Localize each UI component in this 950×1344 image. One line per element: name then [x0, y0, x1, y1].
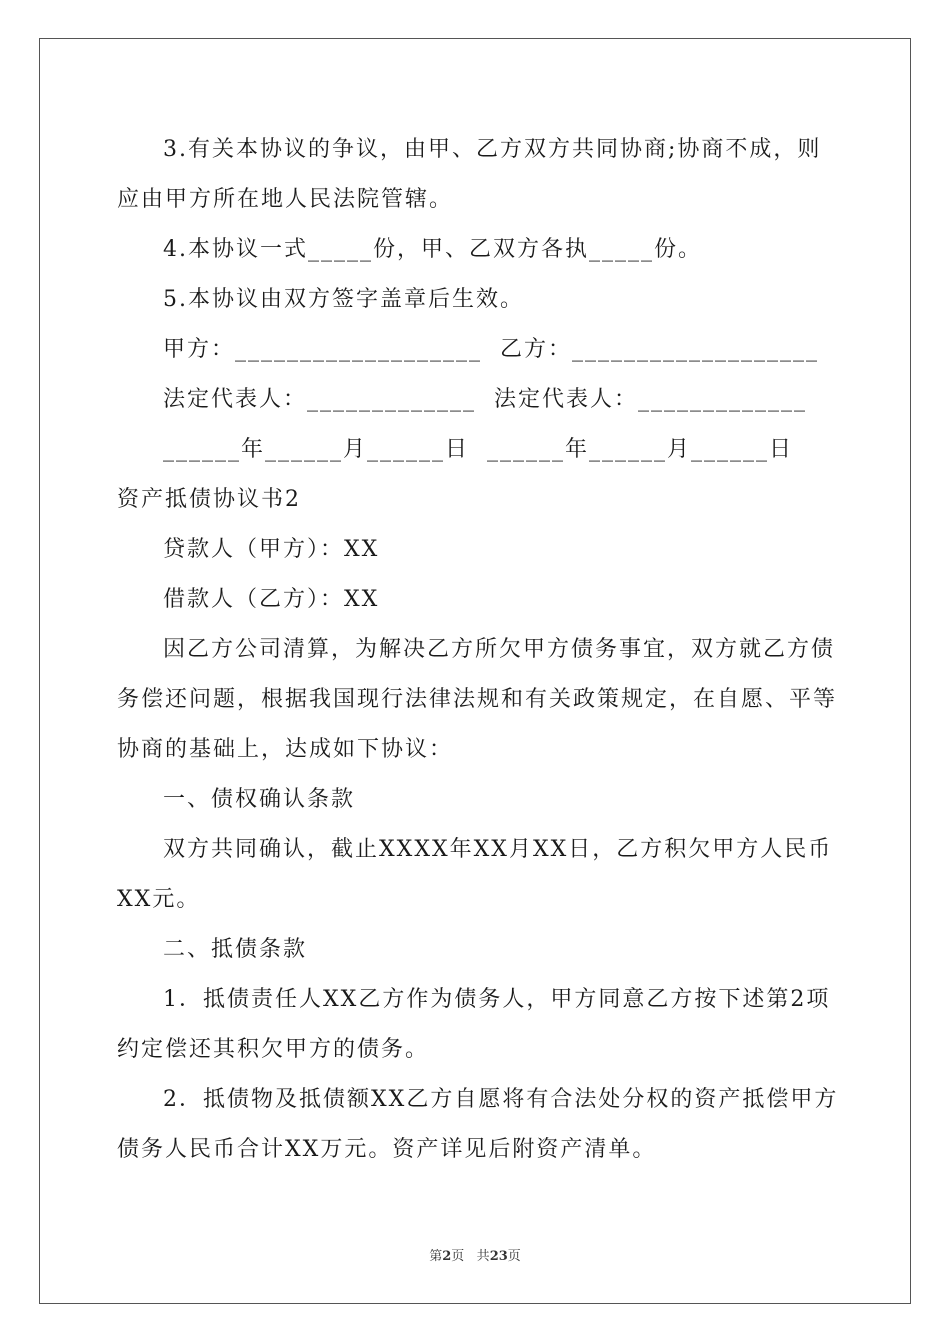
- section-heading-1: 一、债权确认条款: [163, 787, 356, 812]
- lender-line: 贷款人（甲方）：XX: [163, 537, 380, 562]
- clause-3-line-1: 3.有关本协议的争议，由甲、乙方双方共同协商;协商不成，则: [163, 137, 822, 162]
- total-prefix: 共: [476, 1249, 490, 1264]
- total-pages: 23: [489, 1249, 508, 1264]
- preamble-line-3: 协商的基础上，达成如下协议：: [117, 737, 454, 762]
- page-prefix: 第: [429, 1249, 443, 1264]
- signature-party-line: 甲方：___________________ 乙方：___________________: [163, 337, 819, 362]
- item-2-line-1: 2．抵债物及抵债额XX乙方自愿将有合法处分权的资产抵偿甲方: [163, 1087, 839, 1112]
- clause-4: 4.本协议一式_____份，甲、乙双方各执_____份。: [163, 237, 702, 262]
- page-number: 2: [442, 1249, 452, 1264]
- preamble-line-1: 因乙方公司清算，为解决乙方所欠甲方债务事宜，双方就乙方债: [163, 637, 836, 662]
- item-1-line-2: 约定偿还其积欠甲方的债务。: [117, 1037, 430, 1062]
- section-1-line-1: 双方共同确认，截止XXXX年XX月XX日，乙方积欠甲方人民币: [163, 837, 833, 862]
- section-1-line-2: XX元。: [117, 887, 201, 912]
- page-suffix: 页: [451, 1249, 465, 1264]
- signature-representative-line: 法定代表人：_____________ 法定代表人：_____________: [163, 387, 807, 412]
- total-suffix: 页: [507, 1249, 521, 1264]
- item-1-line-1: 1．抵债责任人XX乙方作为债务人，甲方同意乙方按下述第2项: [163, 987, 831, 1012]
- clause-5: 5.本协议由双方签字盖章后生效。: [163, 287, 524, 312]
- preamble-line-2: 务偿还问题，根据我国现行法律法规和有关政策规定，在自愿、平等: [117, 687, 838, 712]
- item-2-line-2: 债务人民币合计XX万元。资产详见后附资产清单。: [117, 1137, 657, 1162]
- clause-3-line-2: 应由甲方所在地人民法院管辖。: [117, 187, 454, 212]
- document-title: 资产抵债协议书2: [117, 487, 301, 512]
- section-heading-2: 二、抵债条款: [163, 937, 308, 962]
- signature-date-line: ______年______月______日 ______年______月______日: [163, 437, 793, 462]
- page-footer: [0, 1248, 950, 1266]
- borrower-line: 借款人（乙方）：XX: [163, 587, 380, 612]
